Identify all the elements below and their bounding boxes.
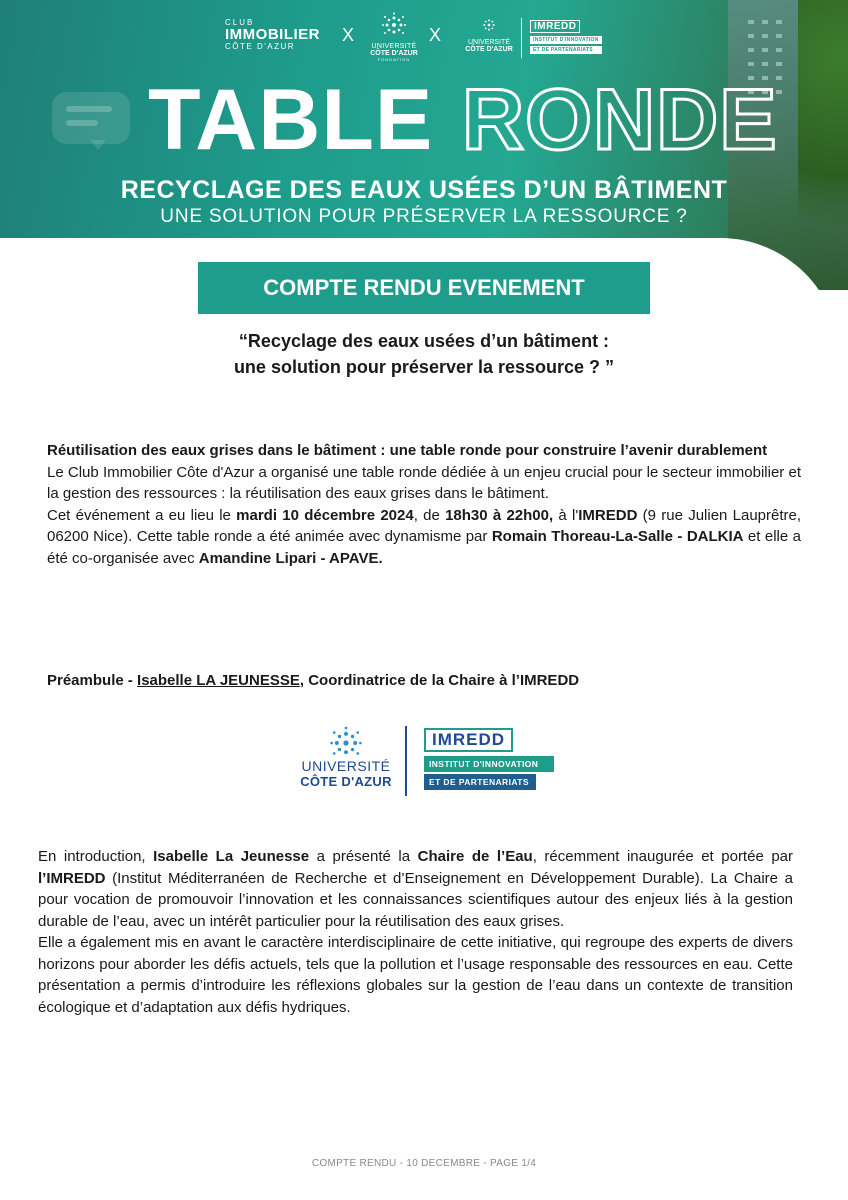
club-logo-line1: CLUB: [225, 18, 255, 27]
text-run: a présenté la: [309, 848, 418, 865]
imredd-logo-line1: INSTITUT D'INNOVATION: [424, 756, 554, 772]
uca-dots-icon: [326, 726, 366, 760]
preamble-heading: [47, 670, 801, 692]
imredd-logo-name: IMREDD: [424, 728, 513, 752]
intro-section: [47, 440, 801, 569]
intro-heading: Réutilisation des eaux grises dans le bâtiment : une table ronde pour construire l’avenir durablement: [47, 442, 768, 459]
uca-small-line2: CÔTE D'AZUR: [465, 46, 513, 53]
imredd-name: l’IMREDD: [38, 869, 106, 887]
event-place: IMREDD: [578, 506, 638, 524]
intro-paragraph-1: Le Club Immobilier Côte d'Azur a organisé une table ronde dédiée à un enjeu crucial pour le secteur immobilier et la gestion des ressources : la réutilisation des eaux grises dans le bâtiment.: [47, 463, 801, 502]
imredd-small-line2: ET DE PARTENARIATS: [530, 46, 602, 54]
logo-separator-x: X: [342, 25, 355, 45]
uca-fondation-line1: UNIVERSITÉ: [371, 43, 417, 50]
club-logo-line2: IMMOBILIER: [225, 26, 320, 43]
uca-logo-small: [462, 16, 516, 53]
preamble-label: Préambule -: [47, 672, 138, 689]
speaker-name: Isabelle La Jeunesse: [153, 848, 310, 865]
page-footer: COMPTE RENDU - 10 DECEMBRE - PAGE 1/4: [311, 1158, 537, 1169]
imredd-logo-small: [530, 16, 602, 54]
event-time: 18h30 à 22h00,: [445, 506, 554, 524]
event-host: Romain Thoreau-La-Salle - DALKIA: [491, 528, 744, 545]
banner-subtitle-2: UNE SOLUTION POUR PRÉSERVER LA RESSOURCE ?: [160, 206, 688, 227]
club-immobilier-logo: [225, 18, 320, 52]
logo-divider: [405, 726, 407, 796]
text-run: , de: [413, 506, 446, 524]
uca-small-line1: UNIVERSITÉ: [467, 39, 510, 46]
uca-fondation-line3: FONDATION: [377, 57, 411, 62]
intro-paragraph-2: [47, 505, 801, 570]
text-run: à l': [553, 506, 579, 524]
body-paragraph-2: Elle a également mis en avant le caractère interdisciplinaire de cette initiative, qui regroupe des experts de divers horizons pour aborder les défis actuels, tels que la pollution et l’usage responsable des ressources en eau. Cette présentation a permis d’introduire les réflexions globales sur la gestion de l’eau dans un contexte de transition écologique et d’adaptation aux défis hydriques.: [38, 934, 793, 1016]
uca-fondation-logo: [368, 12, 420, 62]
imredd-logo: [424, 728, 554, 790]
club-logo-line3: CÔTE D'AZUR: [225, 42, 296, 51]
speech-bubble-icon: [52, 92, 130, 144]
report-label: COMPTE RENDU EVENEMENT: [198, 262, 650, 314]
event-coorganizer: Amandine Lipari - APAVE.: [198, 549, 383, 567]
quote-line-1: “Recyclage des eaux usées d’un bâtiment :: [238, 331, 610, 351]
banner-title-ronde: RONDE: [462, 72, 778, 168]
header-banner: [0, 0, 848, 290]
uca-logo-line1: UNIVERSITÉ: [301, 758, 391, 774]
logo-divider: [521, 18, 522, 58]
event-quote: [0, 328, 848, 380]
text-run: Cet événement a eu lieu le: [47, 506, 237, 524]
text-run: et elle a été co-organisée avec: [47, 528, 801, 567]
imredd-small-line1: INSTITUT D'INNOVATION: [530, 36, 602, 44]
banner-subtitle: RECYCLAGE DES EAUX USÉES D’UN BÂTIMENT: [120, 176, 728, 204]
uca-dots-icon: [479, 16, 499, 34]
body-paragraph-1: [38, 846, 793, 932]
quote-line-2: une solution pour préserver la ressource ? ”: [233, 357, 615, 377]
text-run: , récemment inaugurée et portée par: [532, 848, 793, 865]
uca-logo-line2: CÔTE D'AZUR: [300, 774, 392, 789]
chaire-name: Chaire de l’Eau: [417, 848, 533, 865]
preamble-role: , Coordinatrice de la Chaire à l’IMREDD: [299, 672, 580, 689]
banner-title-table: TABLE: [148, 72, 434, 168]
text-run: (Institut Méditerranéen de Recherche et d’Enseignement en Développement Durable). La Chaire a pour vocation de promouvoir l’innovation et les connaissances scientifiques autour des enjeux liés à la gestion durable de l’eau, avec un intérêt particulier pour la réutilisation des eaux grises.: [38, 869, 793, 930]
event-date: mardi 10 décembre 2024: [236, 506, 414, 524]
text-run: (9 rue Julien Lauprêtre, 06200 Nice). Cette table ronde a été animée avec dynamisme par: [47, 506, 802, 545]
uca-fondation-line2: CÔTE D'AZUR: [370, 50, 418, 57]
preamble-speaker: Isabelle LA JEUNESSE: [137, 672, 300, 689]
text-run: En introduction,: [38, 848, 154, 865]
uca-dots-icon: [379, 12, 409, 38]
logo-separator-x: X: [429, 25, 442, 45]
body-section: [38, 846, 793, 1018]
partner-logos: [0, 10, 848, 65]
imredd-logo-line2: ET DE PARTENARIATS: [424, 774, 536, 790]
imredd-small-name: IMREDD: [530, 20, 580, 33]
uca-logo: [296, 726, 396, 789]
